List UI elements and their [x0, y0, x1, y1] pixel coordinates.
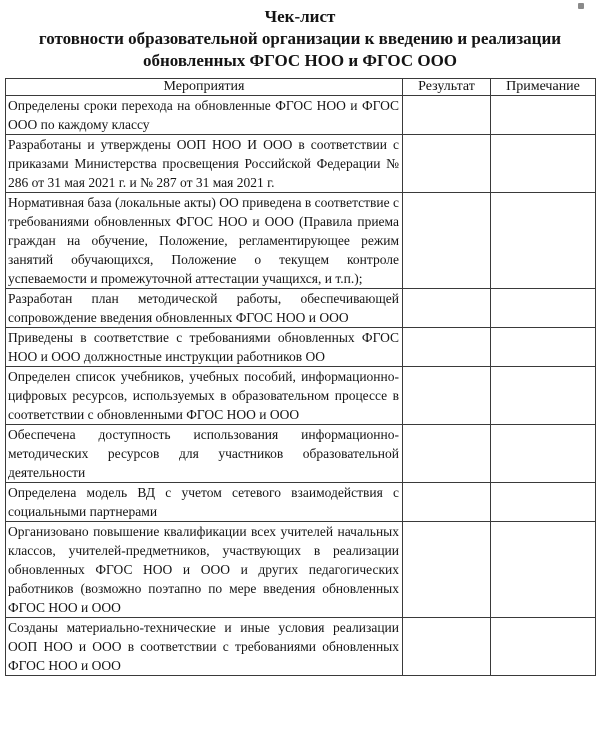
table-row — [6, 135, 596, 193]
activity-cell: Обеспечена доступность использования информационно-методических ресурсов для участников образовательной деятельности — [6, 425, 403, 483]
result-cell — [403, 425, 491, 483]
activity-cell: Определена модель ВД с учетом сетевого взаимодействия с социальными партнерами — [6, 483, 403, 522]
result-cell — [403, 522, 491, 618]
note-cell — [491, 289, 596, 328]
title-line-2: готовности образовательной организации к введению и реализации — [38, 29, 562, 48]
activity-cell: Организовано повышение квалификации всех учителей начальных классов, учителей-предметников, участвующих в реализации обновленных ФГОС НОО и ООО и других педагогических работников (возможно поэтапно по мере введения обновленных ФГОС НОО и ООО — [6, 522, 403, 618]
result-cell — [403, 193, 491, 289]
table-row — [6, 328, 596, 367]
result-cell — [403, 135, 491, 193]
result-cell — [403, 367, 491, 425]
title-line-3: обновленных ФГОС НОО и ФГОС ООО — [142, 51, 458, 70]
table-row — [6, 193, 596, 289]
table-row — [6, 367, 596, 425]
activity-cell: Определены сроки перехода на обновленные ФГОС НОО и ФГОС ООО по каждому классу — [6, 96, 403, 135]
result-cell — [403, 618, 491, 676]
table-row — [6, 483, 596, 522]
activity-cell: Разработан план методической работы, обеспечивающей сопровождение введения обновленных ФГОС НОО и ООО — [6, 289, 403, 328]
activity-cell: Разработаны и утверждены ООП НОО И ООО в соответствии с приказами Министерства просвещения Российской Федерации № 286 от 31 мая 2021 г. и № 287 от 31 мая 2021 г. — [6, 135, 403, 193]
result-cell — [403, 483, 491, 522]
note-cell — [491, 425, 596, 483]
note-cell — [491, 522, 596, 618]
result-cell — [403, 96, 491, 135]
table-row — [6, 289, 596, 328]
note-cell — [491, 96, 596, 135]
table-row — [6, 522, 596, 618]
note-cell — [491, 328, 596, 367]
activity-cell: Приведены в соответствие с требованиями обновленных ФГОС НОО и ООО должностные инструкции работников ОО — [6, 328, 403, 367]
note-cell — [491, 193, 596, 289]
checklist-table — [5, 78, 596, 676]
header-result: Результат — [403, 79, 491, 96]
title-line-1: Чек-лист — [264, 7, 336, 26]
result-cell — [403, 328, 491, 367]
note-cell — [491, 483, 596, 522]
table-header-row — [6, 79, 596, 96]
activity-cell: Нормативная база (локальные акты) ОО приведена в соответствие с требованиями обновленных ФГОС НОО и ООО (Правила приема граждан на обучение, Положение, регламентирующее режим занятий обучающихся, Положение о текущем контроле успеваемости и промежуточной аттестации учащихся, и т.п.); — [6, 193, 403, 289]
table-row — [6, 618, 596, 676]
note-cell — [491, 135, 596, 193]
note-cell — [491, 367, 596, 425]
table-row — [6, 425, 596, 483]
activity-cell: Созданы материально-технические и иные условия реализации ООП НОО и ООО в соответствии с требованиями обновленных ФГОС НОО и ООО — [6, 618, 403, 676]
document-title — [0, 6, 600, 72]
activity-cell: Определен список учебников, учебных пособий, информационно-цифровых ресурсов, используемых в образовательном процессе в соответствии с обновленными ФГОС НОО и ООО — [6, 367, 403, 425]
note-cell — [491, 618, 596, 676]
header-note: Примечание — [491, 79, 596, 96]
result-cell — [403, 289, 491, 328]
table-row — [6, 96, 596, 135]
header-activities: Мероприятия — [6, 79, 403, 96]
